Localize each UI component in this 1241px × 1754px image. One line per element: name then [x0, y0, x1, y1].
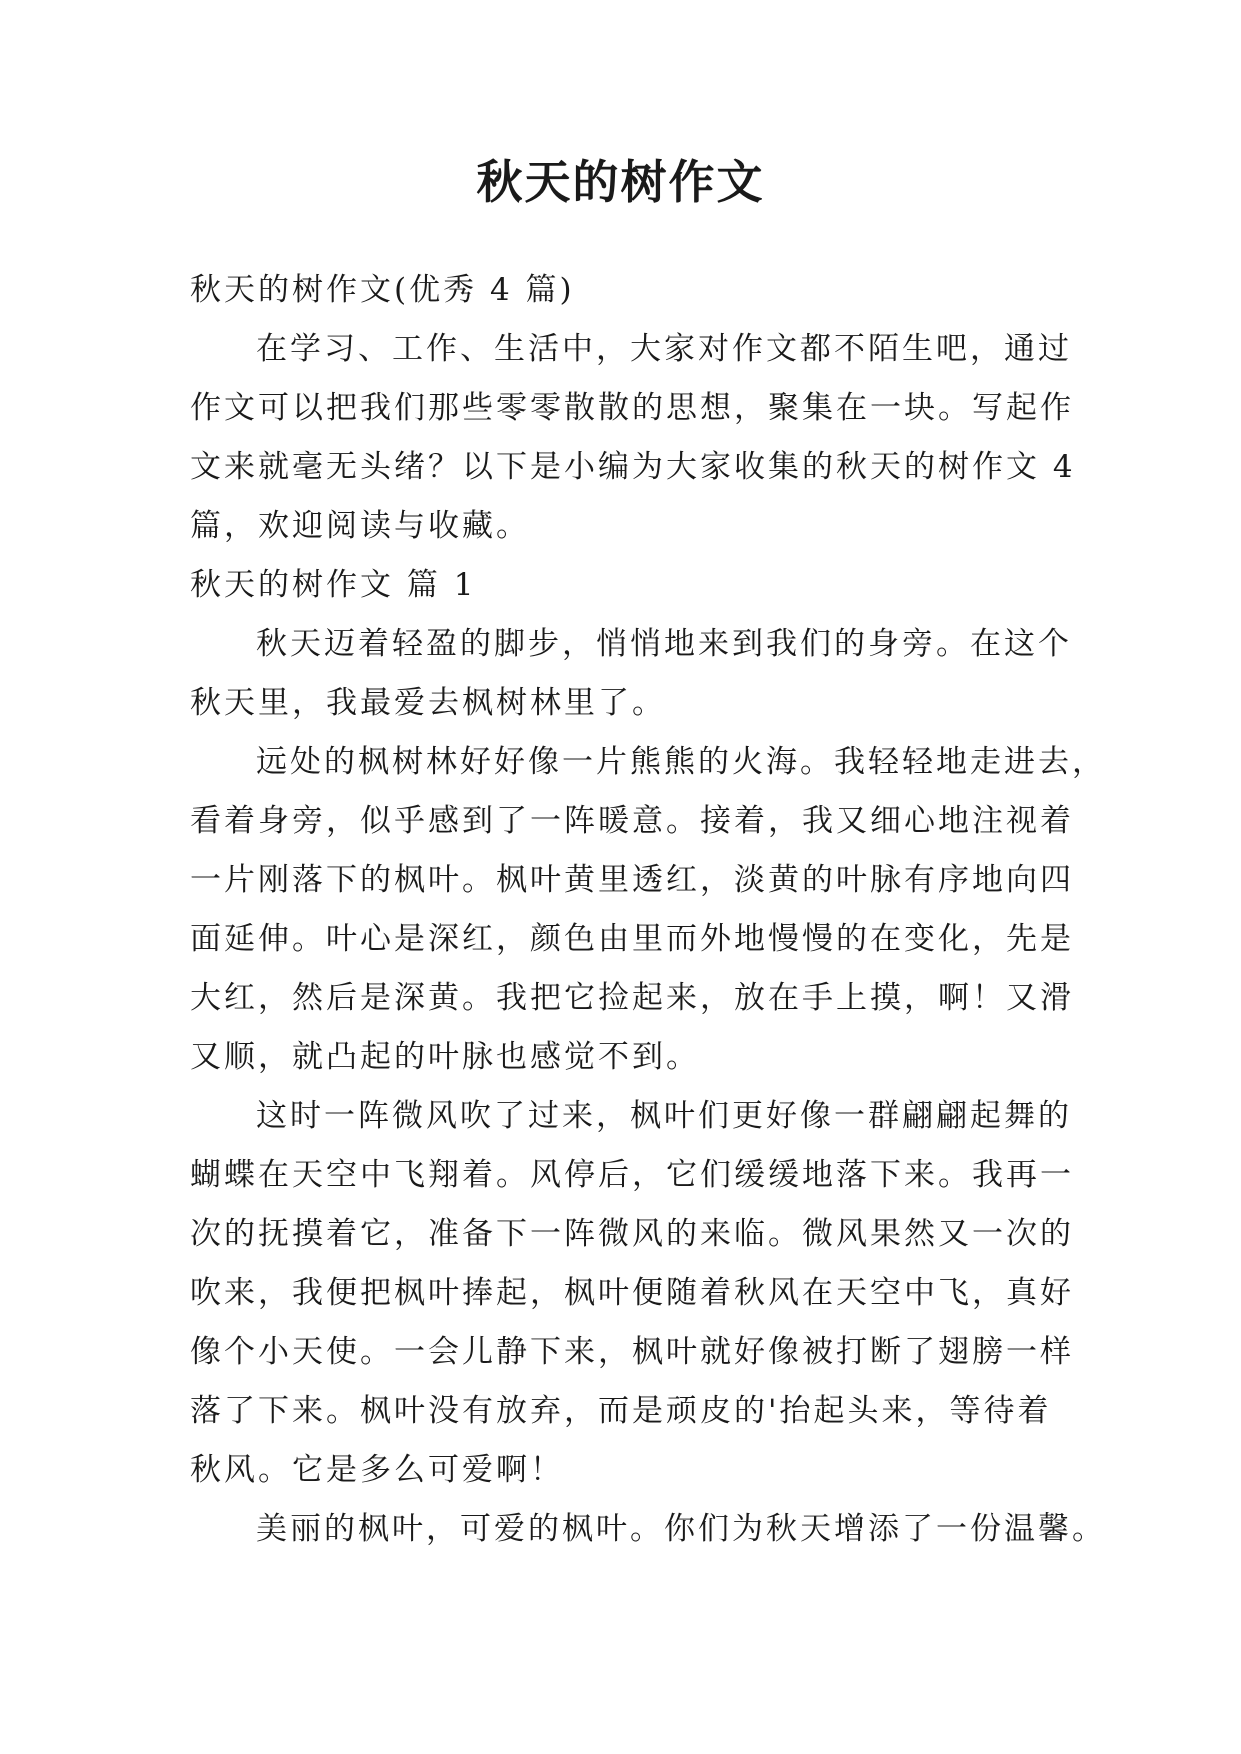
paragraph-line: 文来就毫无头绪？以下是小编为大家收集的秋天的树作文 4	[190, 449, 1076, 485]
paragraph-line: 蝴蝶在天空中飞翔着。风停后，它们缓缓地落下来。我再一	[190, 1157, 1074, 1193]
paragraph-line: 像个小天使。一会儿静下来，枫叶就好像被打断了翅膀一样	[190, 1334, 1074, 1370]
paragraph-line: 作文可以把我们那些零零散散的思想，聚集在一块。写起作	[190, 390, 1074, 426]
paragraph-line: 篇，欢迎阅读与收藏。	[190, 508, 530, 544]
body-paragraph-4	[190, 1500, 1106, 1559]
body-paragraph-2	[190, 733, 1106, 1087]
paragraph-line: 秋风。它是多么可爱啊！	[190, 1452, 564, 1488]
body-paragraph-1	[190, 615, 1072, 733]
intro-paragraph	[190, 320, 1076, 556]
document-body	[190, 261, 1106, 1559]
paragraph-line: 看着身旁，似乎感到了一阵暖意。接着，我又细心地注视着	[190, 803, 1074, 839]
paragraph-line: 秋天里，我最爱去枫树林里了。	[190, 685, 666, 721]
paragraph-line: 这时一阵微风吹了过来，枫叶们更好像一群翩翩起舞的	[256, 1098, 1072, 1134]
paragraph-line: 又顺，就凸起的叶脉也感觉不到。	[190, 1039, 700, 1075]
section-heading: 秋天的树作文 篇 1	[190, 567, 477, 603]
paragraph-line: 在学习、工作、生活中，大家对作文都不陌生吧，通过	[256, 331, 1072, 367]
paragraph-line: 一片刚落下的枫叶。枫叶黄里透红，淡黄的叶脉有序地向四	[190, 862, 1074, 898]
body-paragraph-3	[190, 1087, 1074, 1500]
document-subtitle: 秋天的树作文(优秀 4 篇)	[190, 272, 575, 308]
paragraph-line: 远处的枫树林好好像一片熊熊的火海。我轻轻地走进去，	[256, 744, 1106, 780]
document-title: 秋天的树作文	[476, 155, 765, 209]
paragraph-line: 面延伸。叶心是深红，颜色由里而外地慢慢的在变化，先是	[190, 921, 1074, 957]
paragraph-line: 吹来，我便把枫叶捧起，枫叶便随着秋风在天空中飞，真好	[190, 1275, 1074, 1311]
paragraph-line: 美丽的枫叶，可爱的枫叶。你们为秋天增添了一份温馨。	[256, 1511, 1106, 1547]
paragraph-line: 次的抚摸着它，准备下一阵微风的来临。微风果然又一次的	[190, 1216, 1074, 1252]
paragraph-line: 落了下来。枫叶没有放弃，而是顽皮的'抬起头来，等待着	[190, 1393, 1052, 1429]
paragraph-line: 秋天迈着轻盈的脚步，悄悄地来到我们的身旁。在这个	[256, 626, 1072, 662]
paragraph-line: 大红，然后是深黄。我把它捡起来，放在手上摸，啊！又滑	[190, 980, 1074, 1016]
